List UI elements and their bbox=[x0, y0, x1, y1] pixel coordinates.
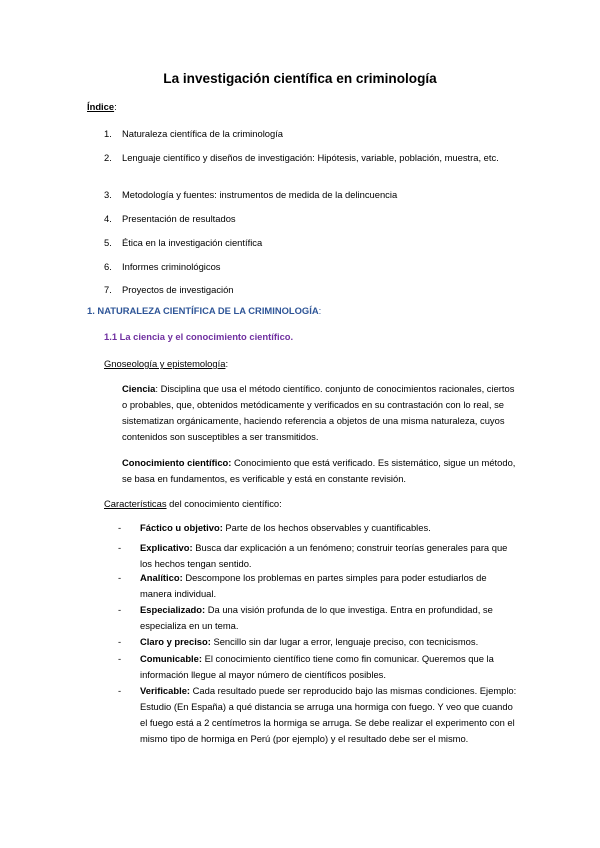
section-heading-colon: : bbox=[318, 305, 322, 316]
gnoseology-label bbox=[104, 358, 228, 369]
toc-text: Ética en la investigación científica bbox=[122, 237, 263, 248]
bullet-term: Claro y preciso: bbox=[140, 636, 211, 647]
toc-text: Naturaleza científica de la criminología bbox=[122, 128, 284, 139]
toc-text: Presentación de resultados bbox=[122, 213, 236, 224]
toc-text: Informes criminológicos bbox=[122, 261, 221, 272]
bullet-term: Verificable: bbox=[140, 685, 191, 696]
toc-text: Proyectos de investigación bbox=[122, 284, 234, 295]
index-heading bbox=[87, 101, 117, 112]
bullet-desc: Sencillo sin dar lugar a error, lenguaje preciso, con tecnicismos. bbox=[210, 636, 479, 647]
bullet-term: Especializado: bbox=[140, 604, 206, 615]
toc-text: Lenguaje científico y diseños de investigación: Hipótesis, variable, población, muestra, etc. bbox=[122, 152, 499, 163]
term-ciencia: Ciencia bbox=[122, 383, 156, 394]
bullet-term: Fáctico u objetivo: bbox=[140, 522, 223, 533]
document-title: La investigación científica en criminología bbox=[163, 71, 437, 86]
definition-conocimiento-text: Conocimiento que está verificado. Es sistemático, sigue un método, se basa en fundamentos, es verificable y está en constante revisión. bbox=[122, 457, 516, 484]
toc-number: 7. bbox=[104, 284, 112, 295]
toc-number: 3. bbox=[104, 189, 112, 200]
bullet-desc: Busca dar explicación a un fenómeno; construir teorías generales para que los hechos tengan sentido. bbox=[140, 542, 508, 569]
bullet-dash: - bbox=[118, 685, 122, 696]
bullet-text bbox=[140, 602, 520, 634]
bullet-dash: - bbox=[118, 572, 122, 583]
toc-text: Metodología y fuentes: instrumentos de medida de la delincuencia bbox=[122, 189, 398, 200]
bullet-desc: Descompone los problemas en partes simples para poder estudiarlos de manera individual. bbox=[140, 572, 487, 599]
characteristics-label-text: Características bbox=[104, 498, 167, 509]
characteristics-label bbox=[104, 498, 282, 509]
section-heading-text: 1. NATURALEZA CIENTÍFICA DE LA CRIMINOLOGÍA bbox=[87, 305, 319, 316]
gnoseology-colon: : bbox=[225, 358, 229, 369]
subsection-heading: 1.1 La ciencia y el conocimiento científico. bbox=[104, 331, 294, 342]
bullet-term: Comunicable: bbox=[140, 653, 202, 664]
section-heading bbox=[87, 305, 321, 316]
definition-ciencia-text: : Disciplina que usa el método científico. conjunto de conocimientos racionales, ciertos o probables, que, obtenidos metódicamente y verificados en su contrastación con lo real, se sistematizan orgánicamente, haciendo referencia a objetos de una misma naturaleza, cuyos contenidos son susceptibles a ser transmitidos. bbox=[122, 383, 515, 442]
toc-number: 2. bbox=[104, 152, 112, 163]
definition-ciencia bbox=[122, 381, 520, 445]
bullet-dash: - bbox=[118, 542, 122, 553]
toc-number: 1. bbox=[104, 128, 112, 139]
bullet-term: Analítico: bbox=[140, 572, 183, 583]
bullet-desc: Cada resultado puede ser reproducido bajo las mismas condiciones. Ejemplo: Estudio (En España) a qué distancia se arruga una hormiga con fuego. Y veo que cuando el fuego está a 2 centímetros la hormiga se arruga. Se debe realizar el experimento con el mismo tipo de hormiga en Perú (por ejemplo) y el resultado debe ser el mismo. bbox=[140, 685, 517, 744]
bullet-dash: - bbox=[118, 522, 122, 533]
bullet-desc: Da una visión profunda de lo que investiga. Entra en profundidad, se especializa en un tema. bbox=[140, 604, 493, 631]
bullet-text bbox=[140, 520, 520, 536]
bullet-text bbox=[140, 634, 520, 650]
toc-number: 4. bbox=[104, 213, 112, 224]
bullet-text bbox=[140, 651, 520, 683]
gnoseology-label-text: Gnoseología y epistemología bbox=[104, 358, 226, 369]
definition-conocimiento bbox=[122, 455, 520, 487]
bullet-dash: - bbox=[118, 653, 122, 664]
bullet-text bbox=[140, 683, 520, 747]
bullet-text bbox=[140, 570, 520, 602]
bullet-desc: Parte de los hechos observables y cuantificables. bbox=[222, 522, 431, 533]
term-conocimiento: Conocimiento científico: bbox=[122, 457, 232, 468]
bullet-desc: El conocimiento científico tiene como fin comunicar. Queremos que la información llegue al mayor número de científicos posibles. bbox=[140, 653, 494, 680]
bullet-text bbox=[140, 540, 520, 572]
bullet-dash: - bbox=[118, 604, 122, 615]
characteristics-label-rest: del conocimiento científico: bbox=[166, 498, 282, 509]
bullet-dash: - bbox=[118, 636, 122, 647]
toc-number: 6. bbox=[104, 261, 112, 272]
toc-number: 5. bbox=[104, 237, 112, 248]
bullet-term: Explicativo: bbox=[140, 542, 193, 553]
index-colon: : bbox=[114, 101, 117, 112]
index-label: Índice bbox=[87, 101, 115, 112]
